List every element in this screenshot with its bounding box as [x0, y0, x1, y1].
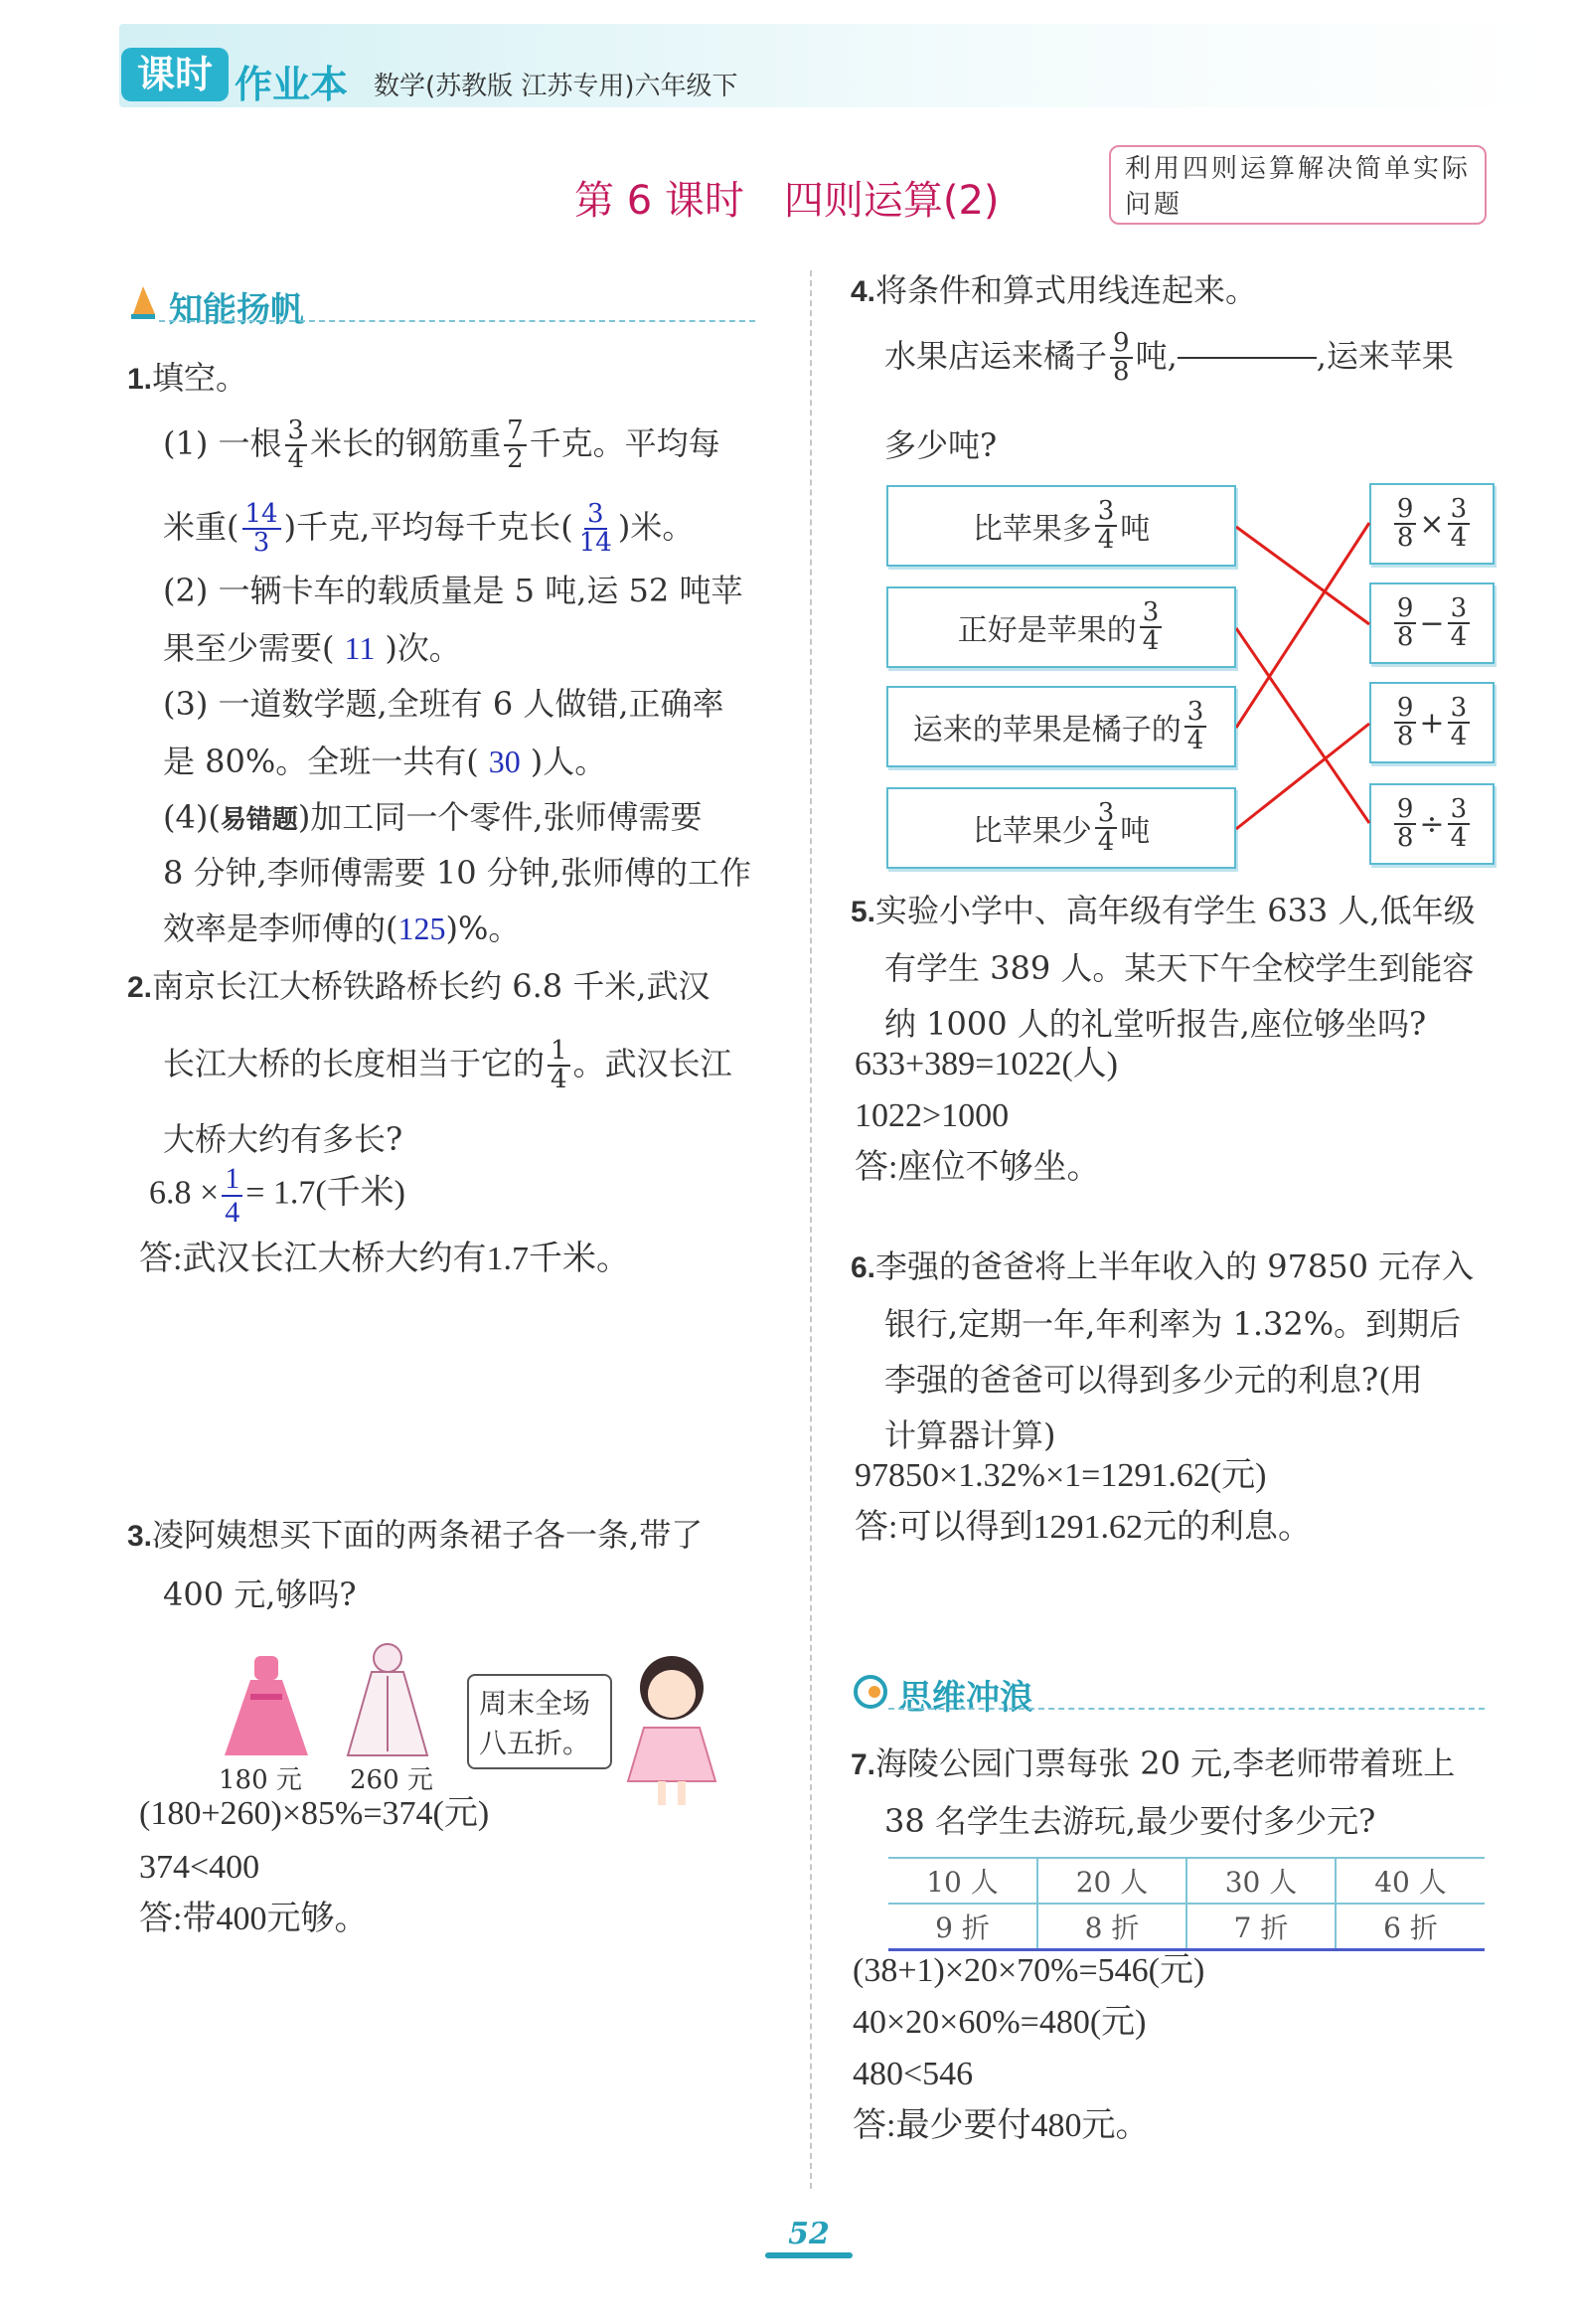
- match-line-1: [1236, 527, 1369, 624]
- q7-answer-1: (38+1)×20×70%=546(元): [853, 1952, 1205, 1989]
- text: 米长的钢筋重: [310, 423, 502, 462]
- text: 凌阿姨想买下面的两条裙子各一条,带了: [152, 1516, 704, 1554]
- section-icon: [129, 284, 157, 320]
- q2-line1: [127, 967, 710, 1005]
- table-cell: 7 折: [1186, 1904, 1336, 1949]
- q2-line3: 大桥大约有多长?: [163, 1120, 403, 1158]
- q6-answer-1: 97850×1.32%×1=1291.62(元): [855, 1457, 1267, 1494]
- q4-line1: [884, 330, 1454, 387]
- answer: 30: [488, 744, 521, 779]
- q7-line1: [851, 1744, 1456, 1782]
- text: 比苹果多: [972, 512, 1092, 547]
- q1-part1-line2: [163, 501, 694, 558]
- q1-part4-line2: 8 分钟,李师傅需要 10 分钟,张师傅的工作: [163, 854, 751, 892]
- text: 。武汉长江: [572, 1044, 732, 1082]
- text: 千克。平均每: [529, 423, 720, 462]
- q2-answer: 答:武汉长江大桥大约有1.7千米。: [139, 1241, 630, 1277]
- matching-lines: [1236, 477, 1371, 875]
- q1-part2-line1: (2) 一辆卡车的载质量是 5 吨,运 52 吨苹: [163, 572, 743, 609]
- text: 李强的爸爸将上半年收入的 97850 元存入: [875, 1247, 1475, 1285]
- answer: 125: [397, 911, 446, 946]
- text: 实验小学中、高年级有学生 633 人,低年级: [875, 892, 1476, 929]
- text: = 1.7(千米): [245, 1174, 406, 1212]
- q6-number: 6.: [851, 1251, 876, 1284]
- q4-number: 4.: [851, 275, 876, 308]
- text: 长江大桥的长度相当于它的: [163, 1044, 546, 1082]
- sail-icon: [129, 284, 157, 320]
- formula-box-4: [1369, 783, 1495, 865]
- match-line-4: [1236, 724, 1369, 829]
- operator: ÷: [1419, 806, 1445, 842]
- text: 比苹果少: [972, 814, 1092, 849]
- fraction: $\frac{3}{4}$: [1448, 496, 1471, 553]
- q6-line2: 银行,定期一年,年利率为 1.32%。到期后: [884, 1305, 1462, 1343]
- q3-answer-3: 答:带400元够。: [139, 1901, 369, 1937]
- q1-title: [127, 359, 248, 397]
- section-rule: [159, 320, 755, 322]
- text: )人。: [530, 743, 607, 780]
- condition-box-3: [886, 686, 1236, 767]
- page-number-underline: [765, 2252, 853, 2258]
- q7-answer-2: 40×20×60%=480(元): [853, 2004, 1147, 2041]
- text: 将条件和算式用线连起来。: [875, 271, 1258, 309]
- q1-number: 1.: [127, 363, 153, 396]
- blank: [1178, 357, 1317, 359]
- fraction: $\frac{3}{4}$: [1095, 498, 1118, 555]
- text: 南京长江大桥铁路桥长约 6.8 千米,武汉: [152, 967, 710, 1005]
- q5-line3: 纳 1000 人的礼堂听报告,座位够坐吗?: [884, 1005, 1427, 1043]
- q1-part4-line1: [163, 798, 703, 836]
- objective-box: 利用四则运算解决简单实际问题: [1109, 145, 1487, 225]
- pink-dress-icon: [221, 1652, 312, 1761]
- text: )加工同一个零件,张师傅需要: [297, 798, 703, 836]
- table-row: [888, 1858, 1485, 1904]
- operator: −: [1419, 605, 1445, 641]
- bubble-line: 八五折。: [479, 1727, 591, 1759]
- q3-number: 3.: [127, 1520, 153, 1553]
- price-table: [888, 1857, 1485, 1951]
- white-dress-icon: [342, 1642, 433, 1761]
- q3-line2: 400 元,够吗?: [163, 1576, 357, 1613]
- fraction: $\frac{9}{8}$: [1394, 595, 1417, 652]
- condition-box-2: [886, 586, 1236, 668]
- brand-name: 作业本: [235, 63, 349, 106]
- q4-line2: 多少吨?: [884, 426, 998, 464]
- fraction: $\frac{3}{4}$: [1095, 800, 1118, 857]
- text: 运来的苹果是橘子的: [912, 713, 1182, 747]
- table-cell: 6 折: [1336, 1904, 1485, 1949]
- text: 效率是李师傅的(: [163, 910, 398, 947]
- tag-error-prone: 易错题: [220, 805, 298, 835]
- table-cell: 30 人: [1186, 1858, 1336, 1904]
- q5-answer-1: 633+389=1022(人): [855, 1046, 1118, 1082]
- table-cell: 9 折: [888, 1904, 1037, 1949]
- answer-fraction: $\frac{1}{4}$: [222, 1163, 242, 1228]
- q1-part4-line3: [163, 910, 521, 947]
- table-row: [888, 1904, 1485, 1949]
- section-siwei: 思维冲浪: [898, 1679, 1033, 1717]
- wave-icon: [853, 1674, 888, 1710]
- match-line-3: [1236, 523, 1369, 728]
- text: 米重(: [163, 507, 239, 546]
- table-cell: 8 折: [1037, 1904, 1186, 1949]
- price-2: 260 元: [350, 1765, 433, 1795]
- text: 是 80%。全班一共有(: [163, 743, 479, 780]
- column-divider: [810, 270, 812, 2189]
- q7-line2: 38 名学生去游玩,最少要付多少元?: [884, 1802, 1376, 1840]
- q6-line3: 李强的爸爸可以得到多少元的利息?(用: [884, 1361, 1423, 1399]
- text: 吨,: [1135, 336, 1178, 375]
- formula-box-3: [1369, 682, 1495, 763]
- answer-fraction: $\frac{14}{3}$: [242, 501, 281, 558]
- bubble-line: 周末全场: [479, 1687, 591, 1720]
- q3-answer-1: (180+260)×85%=374(元): [139, 1795, 490, 1832]
- fraction: $\frac{9}{8}$: [1394, 796, 1417, 853]
- text: (1) 一根: [163, 423, 282, 462]
- q6-line4: 计算器计算): [884, 1416, 1056, 1454]
- q5-answer-3: 答:座位不够坐。: [855, 1149, 1101, 1186]
- fraction: $\frac{7}{2}$: [504, 417, 527, 474]
- operator: +: [1419, 705, 1445, 741]
- fraction: $\frac{3}{4}$: [1140, 599, 1163, 656]
- q6-answer-2: 答:可以得到1291.62元的利息。: [855, 1509, 1312, 1546]
- q5-line1: [851, 892, 1476, 929]
- text: 吨: [1120, 814, 1151, 849]
- q1-part3-line2: [163, 743, 607, 780]
- lesson-title: 第 6 课时 四则运算(2): [574, 178, 1000, 224]
- text: 海陵公园门票每张 20 元,李老师带着班上: [875, 1744, 1456, 1782]
- page-number: 52: [788, 2217, 830, 2251]
- text: )%。: [445, 910, 521, 947]
- section-rule: [888, 1708, 1485, 1710]
- price-1: 180 元: [219, 1765, 302, 1795]
- condition-box-4: [886, 787, 1236, 869]
- operator: ×: [1419, 506, 1445, 542]
- book-title: 数学(苏教版 江苏专用)六年级下: [374, 72, 738, 101]
- fraction: $\frac{1}{4}$: [548, 1038, 570, 1094]
- q5-answer-2: 1022>1000: [855, 1097, 1010, 1134]
- fraction: $\frac{3}{4}$: [1448, 695, 1471, 751]
- text: )千克,平均每千克长(: [283, 507, 573, 546]
- formula-box-2: [1369, 582, 1495, 664]
- text: )米。: [617, 507, 695, 546]
- logo: 课时: [121, 48, 229, 101]
- table-cell: 40 人: [1336, 1858, 1485, 1904]
- text: 6.8 ×: [149, 1174, 220, 1212]
- q4-title: [851, 271, 1258, 309]
- q2-line2: [163, 1038, 732, 1094]
- table-cell: 20 人: [1037, 1858, 1186, 1904]
- text: ,运来苹果: [1316, 336, 1454, 375]
- fraction: $\frac{9}{8}$: [1110, 330, 1133, 387]
- q2-number: 2.: [127, 971, 153, 1004]
- q7-answer-4: 答:最少要付480元。: [853, 2107, 1150, 2144]
- text: 果至少需要(: [163, 629, 335, 667]
- section-zhineng: 知能扬帆: [169, 291, 304, 329]
- fraction: $\frac{9}{8}$: [1394, 695, 1417, 751]
- q5-line2: 有学生 389 人。某天下午全校学生到能容: [884, 949, 1475, 987]
- q1-title-text: 填空。: [152, 359, 248, 397]
- speech-bubble: [467, 1674, 612, 1769]
- q1-part3-line1: (3) 一道数学题,全班有 6 人做错,正确率: [163, 685, 724, 723]
- fraction: $\frac{3}{4}$: [285, 417, 308, 474]
- girl-illustration: [624, 1652, 719, 1811]
- fraction: $\frac{3}{4}$: [1184, 699, 1207, 755]
- fraction: $\frac{3}{4}$: [1448, 796, 1471, 853]
- table-cell: 10 人: [888, 1858, 1037, 1904]
- text: 正好是苹果的: [957, 613, 1137, 648]
- answer-fraction: $\frac{3}{14}$: [578, 499, 612, 559]
- text: 吨: [1120, 512, 1151, 547]
- q7-number: 7.: [851, 1748, 876, 1781]
- q7-answer-3: 480<546: [853, 2056, 974, 2092]
- q3-line1: [127, 1516, 704, 1554]
- fraction: $\frac{3}{4}$: [1448, 595, 1471, 652]
- fraction: $\frac{9}{8}$: [1394, 496, 1417, 553]
- text: )次。: [385, 629, 461, 667]
- answer: 11: [344, 630, 376, 666]
- q5-number: 5.: [851, 896, 876, 928]
- q3-answer-2: 374<400: [139, 1849, 260, 1886]
- text: 水果店运来橘子: [884, 336, 1108, 375]
- q6-line1: [851, 1247, 1475, 1285]
- q1-part2-line2: [163, 629, 461, 667]
- q1-part1-line1: [163, 417, 720, 474]
- match-line-2: [1236, 628, 1369, 823]
- condition-box-1: [886, 485, 1236, 567]
- text: (4)(: [163, 798, 221, 836]
- q2-answer-formula: [149, 1163, 405, 1228]
- formula-box-1: [1369, 483, 1495, 565]
